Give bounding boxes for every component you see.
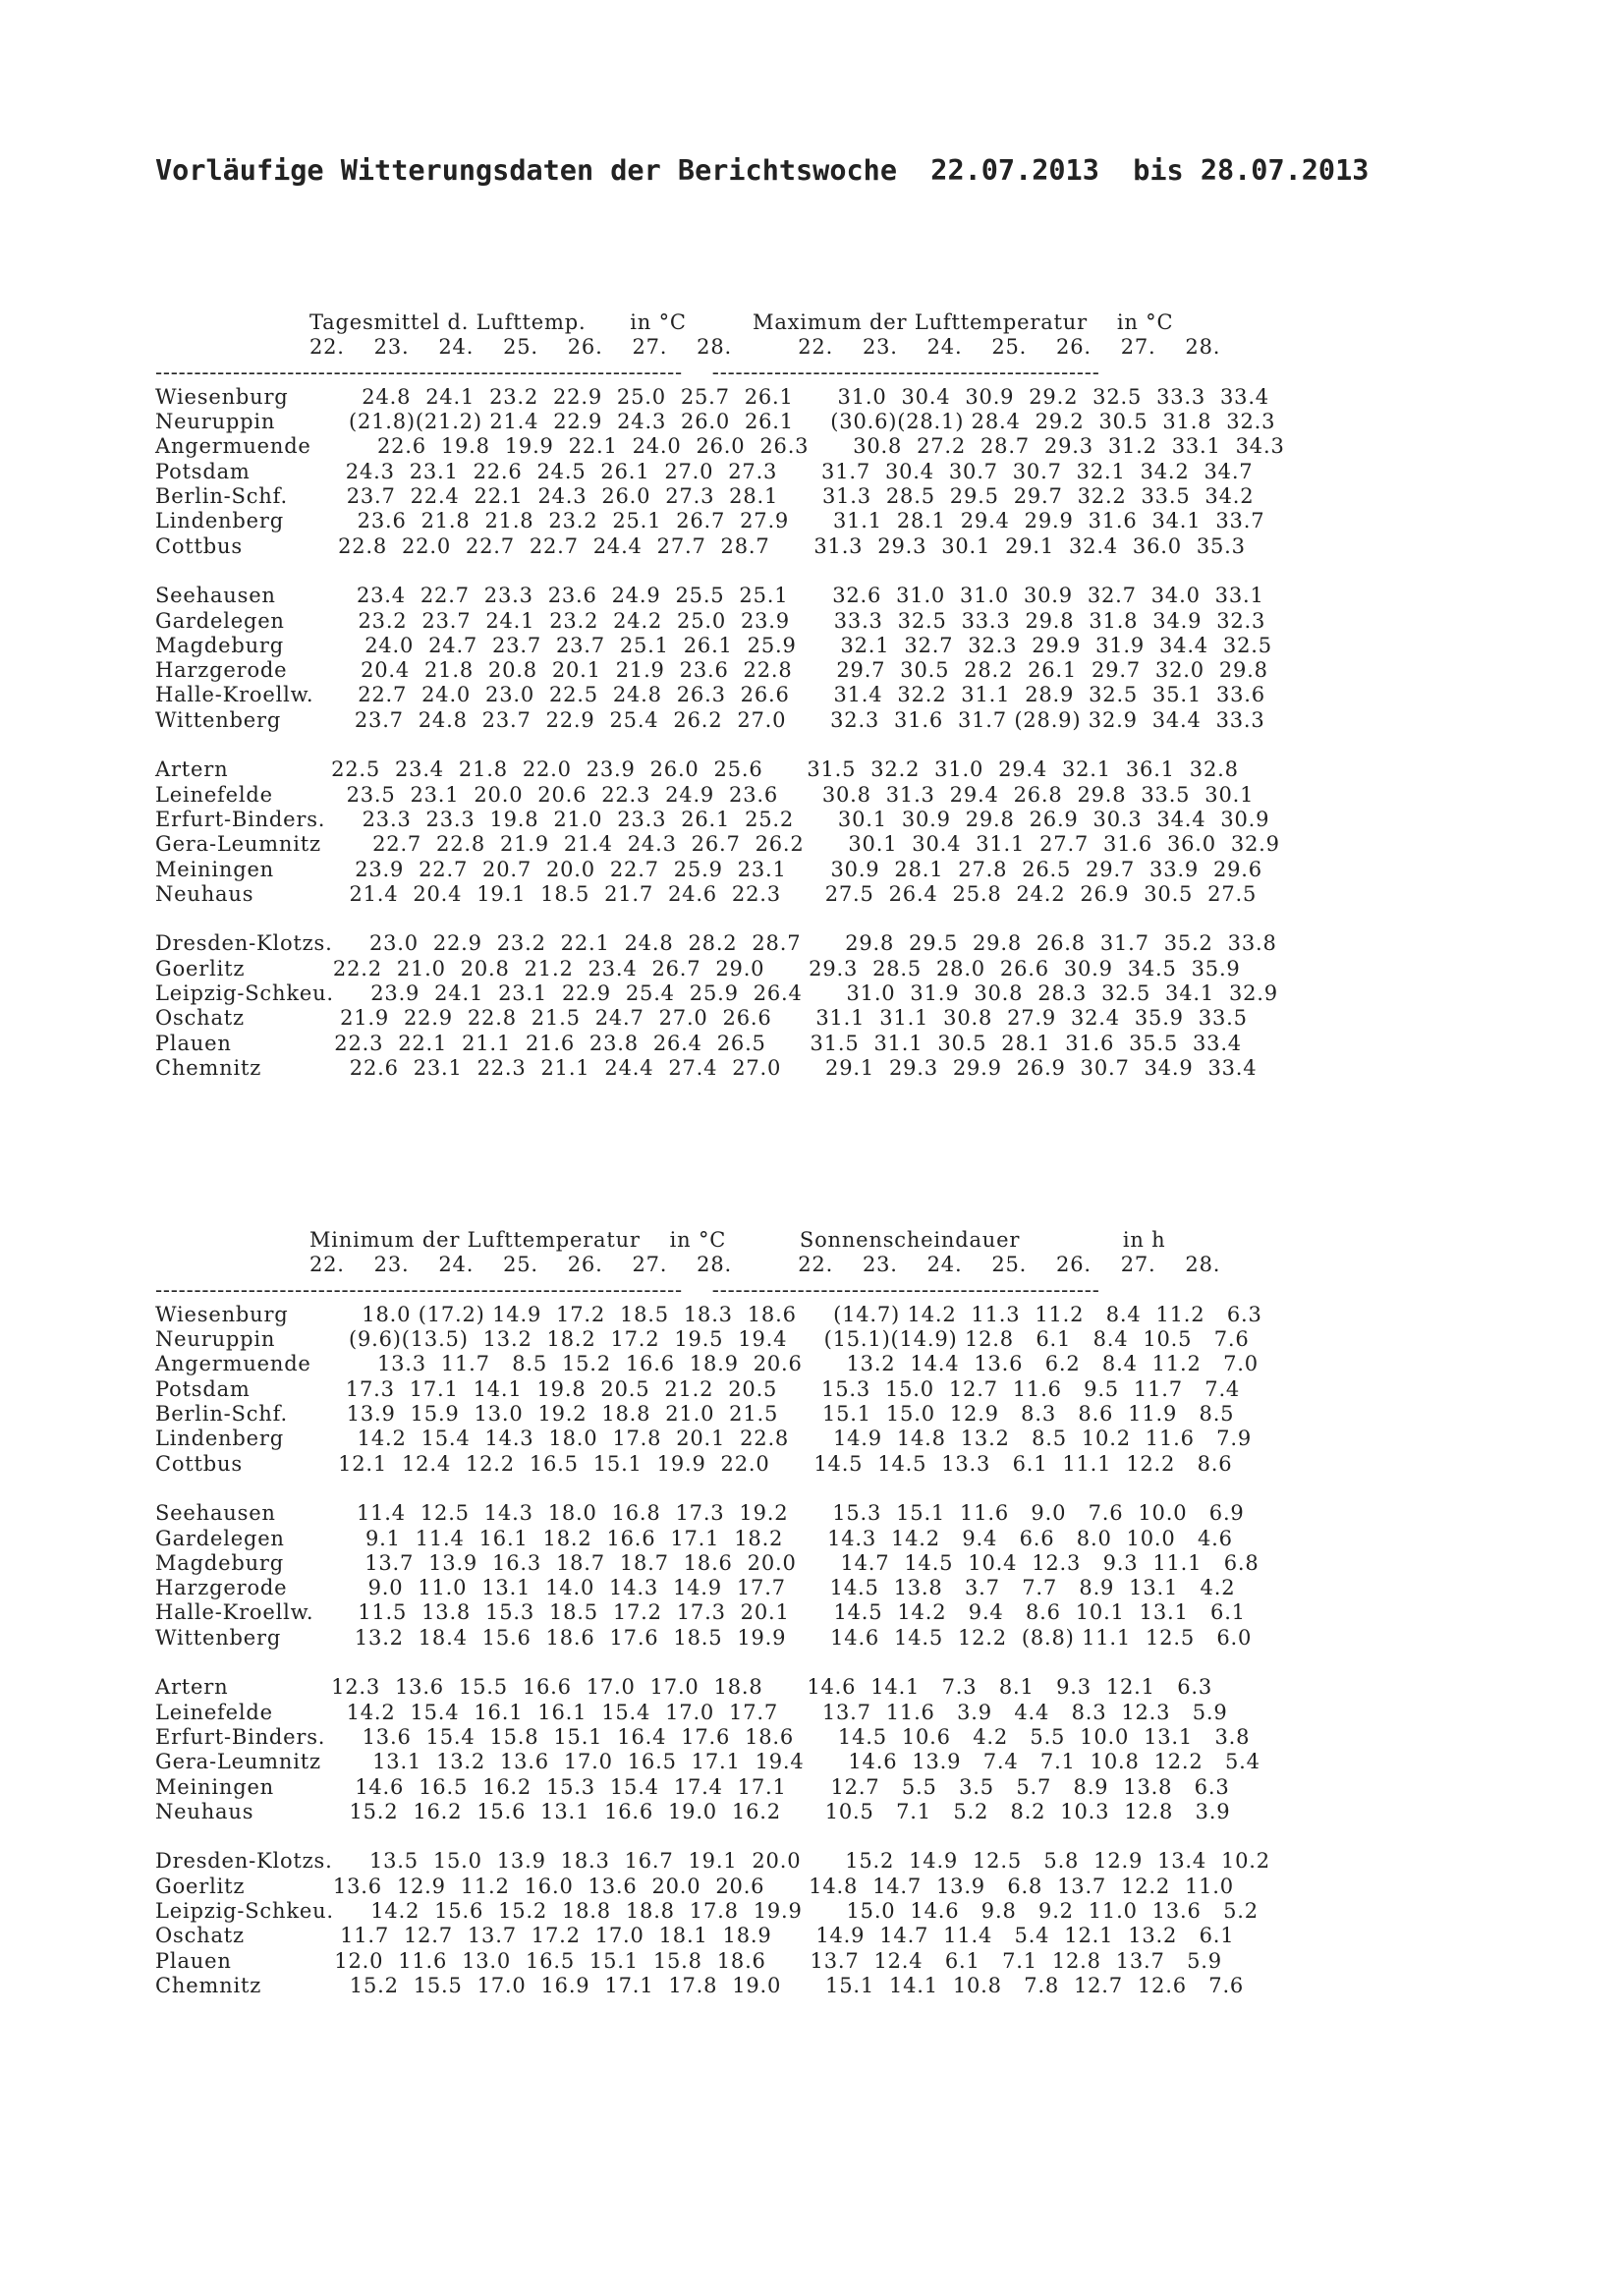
table-row: [155, 559, 1285, 584]
table-row: Potsdam 24.3 23.1 22.6 24.5 26.1 27.0 27.3 31.7 30.4 30.7 30.7 32.1 34.2 34.7: [155, 459, 1254, 483]
table-row: Gera-Leumnitz 13.1 13.2 13.6 17.0 16.5 17.1 19.4 14.6 13.9 7.4 7.1 10.8 12.2 5.4: [155, 1750, 1260, 1774]
table-row: Seehausen 23.4 22.7 23.3 23.6 24.9 25.5 25.1 32.6 31.0 31.0 30.9 32.7 34.0 33.1: [155, 584, 1264, 608]
table-row: Plauen 22.3 22.1 21.1 21.6 23.8 26.4 26.5 31.5 31.1 30.5 28.1 31.6 35.5 33.4: [155, 1031, 1242, 1055]
table-row: [155, 907, 1285, 931]
table-header: Tagesmittel d. Lufttemp. in °C Maximum der Lufttemperatur in °C: [155, 310, 1174, 334]
table-row: Erfurt-Binders. 23.3 23.3 19.8 21.0 23.3 26.1 25.2 30.1 30.9 29.8 26.9 30.3 34.4 30.9: [155, 807, 1270, 831]
table-row: [155, 733, 1285, 757]
table-row: Gardelegen 23.2 23.7 24.1 23.2 24.2 25.0 23.9 33.3 32.5 33.3 29.8 31.8 34.9 32.3: [155, 608, 1266, 633]
table-row: Magdeburg 24.0 24.7 23.7 23.7 25.1 26.1 25.9 32.1 32.7 32.3 29.9 31.9 34.4 32.5: [155, 633, 1272, 657]
table-row: [155, 1477, 1270, 1501]
table-row: [155, 1824, 1270, 1849]
table-row: Leinefelde 14.2 15.4 16.1 16.1 15.4 17.0 17.7 13.7 11.6 3.9 4.4 8.3 12.3 5.9: [155, 1700, 1228, 1724]
table-row: Meiningen 23.9 22.7 20.7 20.0 22.7 25.9 23.1 30.9 28.1 27.8 26.5 29.7 33.9 29.6: [155, 857, 1262, 881]
table-row: Artern 22.5 23.4 21.8 22.0 23.9 26.0 25.6 31.5 32.2 31.0 29.4 32.1 36.1 32.8: [155, 757, 1239, 782]
table-row: Meiningen 14.6 16.5 16.2 15.3 15.4 17.4 17.1 12.7 5.5 3.5 5.7 8.9 13.8 6.3: [155, 1774, 1230, 1799]
table-row: Halle-Kroellw. 11.5 13.8 15.3 18.5 17.2 17.3 20.1 14.5 14.2 9.4 8.6 10.1 13.1 6.1: [155, 1600, 1246, 1625]
table-row: Wittenberg 13.2 18.4 15.6 18.6 17.6 18.5 19.9 14.6 14.5 12.2 (8.8) 11.1 12.5 6.0: [155, 1625, 1253, 1650]
table-row: Chemnitz 22.6 23.1 22.3 21.1 24.4 27.4 27.0 29.1 29.3 29.9 26.9 30.7 34.9 33.4: [155, 1055, 1258, 1080]
table-row: Wittenberg 23.7 24.8 23.7 22.9 25.4 26.2 27.0 32.3 31.6 31.7 (28.9) 32.9 34.4 33.3: [155, 707, 1265, 732]
table-row: Goerlitz 22.2 21.0 20.8 21.2 23.4 26.7 29.0 29.3 28.5 28.0 26.6 30.9 34.5 35.9: [155, 956, 1241, 980]
table-row: Leinefelde 23.5 23.1 20.0 20.6 22.3 24.9 23.6 30.8 31.3 29.4 26.8 29.8 33.5 30.1: [155, 782, 1255, 807]
table-row: [155, 1651, 1270, 1675]
table-row: Erfurt-Binders. 13.6 15.4 15.8 15.1 16.4 17.6 18.6 14.5 10.6 4.2 5.5 10.0 13.1 3.8: [155, 1724, 1251, 1749]
table-row: Halle-Kroellw. 22.7 24.0 23.0 22.5 24.8 26.3 26.6 31.4 32.2 31.1 28.9 32.5 35.1 33.6: [155, 683, 1265, 707]
table-row: Neuruppin (21.8)(21.2) 21.4 22.9 24.3 26.0 26.1 (30.6)(28.1) 28.4 29.2 30.5 31.8 32.3: [155, 410, 1276, 434]
table-row: Berlin-Schf. 13.9 15.9 13.0 19.2 18.8 21.0 21.5 15.1 15.0 12.9 8.3 8.6 11.9 8.5: [155, 1402, 1235, 1427]
table-row: Leipzig-Schkeu. 23.9 24.1 23.1 22.9 25.4 25.9 26.4 31.0 31.9 30.8 28.3 32.5 34.1 32.9: [155, 981, 1278, 1006]
table-row: Lindenberg 14.2 15.4 14.3 18.0 17.8 20.1 22.8 14.9 14.8 13.2 8.5 10.2 11.6 7.9: [155, 1427, 1252, 1451]
table-row: Angermuende 13.3 11.7 8.5 15.2 16.6 18.9 20.6 13.2 14.4 13.6 6.2 8.4 11.2 7.0: [155, 1352, 1259, 1376]
table-row: Leipzig-Schkeu. 14.2 15.6 15.2 18.8 18.8 17.8 19.9 15.0 14.6 9.8 9.2 11.0 13.6 5.2: [155, 1899, 1259, 1924]
page-title: Vorläufige Witterungsdaten der Berichtswoche 22.07.2013 bis 28.07.2013: [155, 154, 1370, 187]
table-row: Dresden-Klotzs. 13.5 15.0 13.9 18.3 16.7 19.1 20.0 15.2 14.9 12.5 5.8 12.9 13.4 10.2: [155, 1849, 1270, 1874]
table-divider: -------------------------------------------------------------------- --------------------------------------------------: [155, 1277, 1100, 1302]
table-row: Plauen 12.0 11.6 13.0 16.5 15.1 15.8 18.6 13.7 12.4 6.1 7.1 12.8 13.7 5.9: [155, 1948, 1222, 1973]
table-row: Harzgerode 9.0 11.0 13.1 14.0 14.3 14.9 17.7 14.5 13.8 3.7 7.7 8.9 13.1 4.2: [155, 1576, 1236, 1600]
table-row: Oschatz 21.9 22.9 22.8 21.5 24.7 27.0 26.6 31.1 31.1 30.8 27.9 32.4 35.9 33.5: [155, 1006, 1248, 1031]
table-row: Angermuende 22.6 19.8 19.9 22.1 24.0 26.0 26.3 30.8 27.2 28.7 29.3 31.2 33.1 34.3: [155, 434, 1285, 459]
table-divider: -------------------------------------------------------------------- --------------------------------------------------: [155, 360, 1100, 384]
table-row: Neuruppin (9.6)(13.5) 13.2 18.2 17.2 19.5 19.4 (15.1)(14.9) 12.8 6.1 8.4 10.5 7.6: [155, 1327, 1250, 1352]
table-row: Cottbus 22.8 22.0 22.7 22.7 24.4 27.7 28.7 31.3 29.3 30.1 29.1 32.4 36.0 35.3: [155, 533, 1246, 558]
table-row: Neuhaus 15.2 16.2 15.6 13.1 16.6 19.0 16.2 10.5 7.1 5.2 8.2 10.3 12.8 3.9: [155, 1799, 1231, 1823]
table-row: Magdeburg 13.7 13.9 16.3 18.7 18.7 18.6 20.0 14.7 14.5 10.4 12.3 9.3 11.1 6.8: [155, 1550, 1260, 1575]
table-row: Cottbus 12.1 12.4 12.2 16.5 15.1 19.9 22.0 14.5 14.5 13.3 6.1 11.1 12.2 8.6: [155, 1451, 1233, 1476]
table-row: Lindenberg 23.6 21.8 21.8 23.2 25.1 26.7 27.9 31.1 28.1 29.4 29.9 31.6 34.1 33.7: [155, 509, 1265, 533]
table-row: Oschatz 11.7 12.7 13.7 17.2 17.0 18.1 18.9 14.9 14.7 11.4 5.4 12.1 13.2 6.1: [155, 1924, 1235, 1948]
temperature-mean-max-table: [155, 310, 1285, 1081]
table-day-header: 22. 23. 24. 25. 26. 27. 28. 22. 23. 24. 25. 26. 27. 28.: [155, 335, 1221, 360]
table-header: Minimum der Lufttemperatur in °C Sonnenscheindauer in h: [155, 1228, 1166, 1252]
temperature-min-sunshine-table: [155, 1228, 1270, 1998]
table-row: Goerlitz 13.6 12.9 11.2 16.0 13.6 20.0 20.6 14.8 14.7 13.9 6.8 13.7 12.2 11.0: [155, 1874, 1234, 1898]
table-row: Neuhaus 21.4 20.4 19.1 18.5 21.7 24.6 22.3 27.5 26.4 25.8 24.2 26.9 30.5 27.5: [155, 881, 1258, 906]
table-row: Gardelegen 9.1 11.4 16.1 18.2 16.6 17.1 18.2 14.3 14.2 9.4 6.6 8.0 10.0 4.6: [155, 1526, 1233, 1550]
table-row: Potsdam 17.3 17.1 14.1 19.8 20.5 21.2 20.5 15.3 15.0 12.7 11.6 9.5 11.7 7.4: [155, 1376, 1241, 1401]
table-row: Gera-Leumnitz 22.7 22.8 21.9 21.4 24.3 26.7 26.2 30.1 30.4 31.1 27.7 31.6 36.0 32.9: [155, 832, 1280, 857]
table-row: Wiesenburg 24.8 24.1 23.2 22.9 25.0 25.7 26.1 31.0 30.4 30.9 29.2 32.5 33.3 33.4: [155, 384, 1269, 409]
table-row: Berlin-Schf. 23.7 22.4 22.1 24.3 26.0 27.3 28.1 31.3 28.5 29.5 29.7 32.2 33.5 34.2: [155, 484, 1255, 509]
table-row: Chemnitz 15.2 15.5 17.0 16.9 17.1 17.8 19.0 15.1 14.1 10.8 7.8 12.7 12.6 7.6: [155, 1973, 1245, 1997]
table-day-header: 22. 23. 24. 25. 26. 27. 28. 22. 23. 24. 25. 26. 27. 28.: [155, 1253, 1221, 1277]
table-row: Artern 12.3 13.6 15.5 16.6 17.0 17.0 18.8 14.6 14.1 7.3 8.1 9.3 12.1 6.3: [155, 1675, 1213, 1700]
table-row: Harzgerode 20.4 21.8 20.8 20.1 21.9 23.6 22.8 29.7 30.5 28.2 26.1 29.7 32.0 29.8: [155, 658, 1268, 683]
table-row: Seehausen 11.4 12.5 14.3 18.0 16.8 17.3 19.2 15.3 15.1 11.6 9.0 7.6 10.0 6.9: [155, 1501, 1245, 1526]
table-row: Dresden-Klotzs. 23.0 22.9 23.2 22.1 24.8 28.2 28.7 29.8 29.5 29.8 26.8 31.7 35.2 33.8: [155, 931, 1277, 956]
table-row: Wiesenburg 18.0 (17.2) 14.9 17.2 18.5 18.3 18.6 (14.7) 14.2 11.3 11.2 8.4 11.2 6.3: [155, 1302, 1262, 1326]
